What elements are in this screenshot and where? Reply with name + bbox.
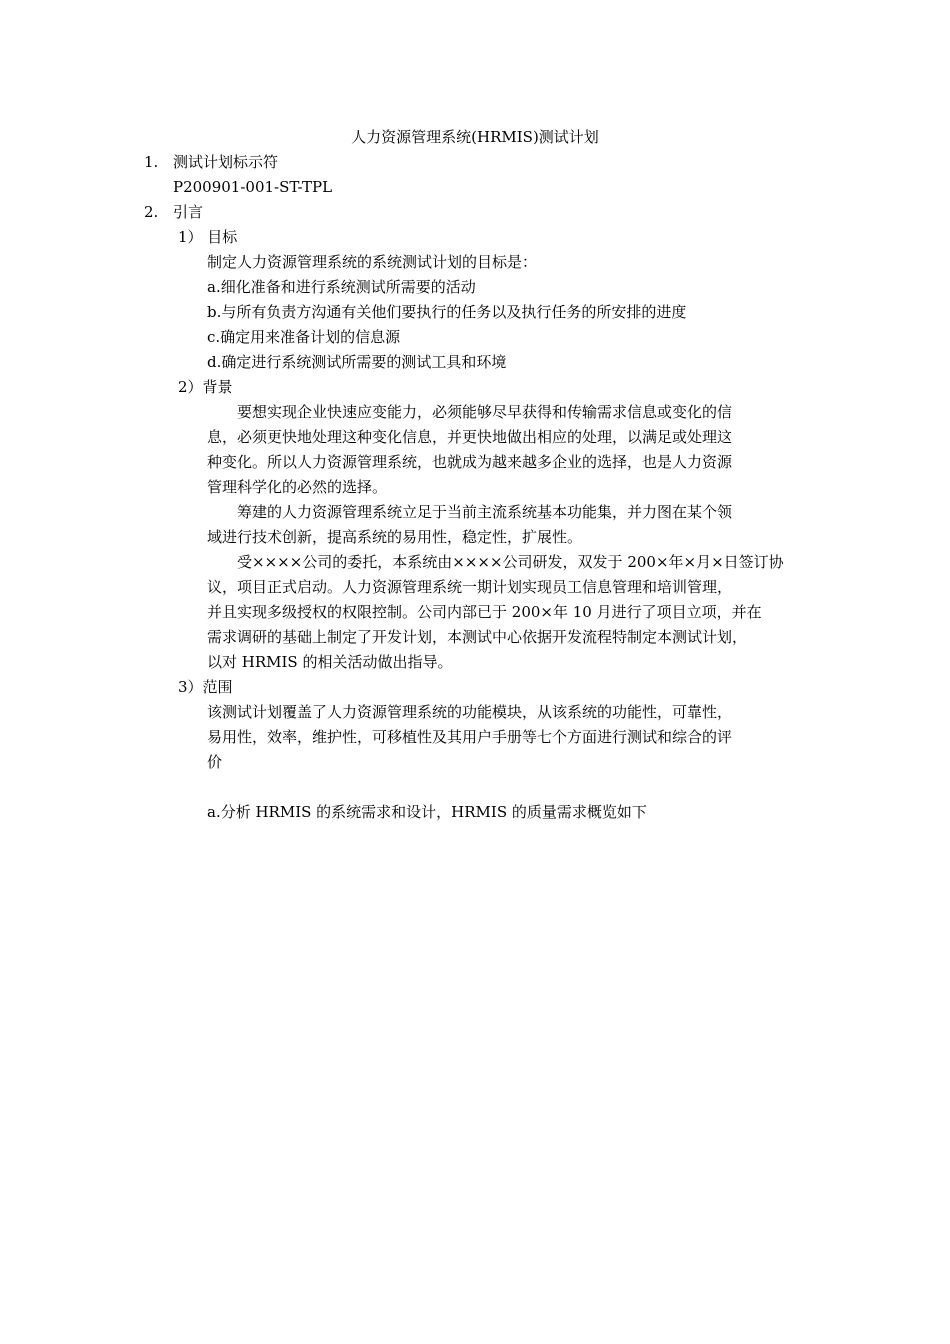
section-2-heading: 引言	[173, 203, 204, 221]
section-1-number: 1.	[144, 153, 159, 171]
background-text-line: 种变化。所以人力资源管理系统，也就成为越来越多企业的选择，也是人力资源	[207, 453, 733, 471]
background-text-line: 要想实现企业快速应变能力，必须能够尽早获得和传输需求信息或变化的信	[237, 403, 733, 421]
scope-text-line: 易用性，效率，维护性，可移植性及其用户手册等七个方面进行测试和综合的评	[207, 728, 733, 746]
background-text-line: 需求调研的基础上制定了开发计划，本测试中心依据开发流程特制定本测试计划，	[207, 628, 748, 646]
goal-item: a.细化准备和进行系统测试所需要的活动	[207, 278, 476, 296]
background-label: 2）背景	[178, 378, 233, 396]
goal-item: b.与所有负责方沟通有关他们要执行的任务以及执行任务的所安排的进度	[207, 303, 687, 321]
background-text-line: 筹建的人力资源管理系统立足于当前主流系统基本功能集，并力图在某个领	[237, 503, 733, 521]
background-text-line: 管理科学化的必然的选择。	[207, 478, 388, 496]
background-text-line: 以对 HRMIS 的相关活动做出指导。	[207, 653, 453, 671]
scope-text-line: 价	[207, 753, 223, 771]
scope-text-line: 该测试计划覆盖了人力资源管理系统的功能模块，从该系统的功能性，可靠性，	[207, 703, 733, 721]
test-plan-identifier: P200901-001-ST-TPL	[173, 178, 333, 196]
section-1-heading: 测试计划标示符	[173, 153, 279, 171]
background-text-line: 受××××公司的委托，本系统由××××公司研发，双发于 200×年×月×日签订协	[237, 553, 784, 571]
scope-analysis-line: a.分析 HRMIS 的系统需求和设计，HRMIS 的质量需求概览如下	[207, 803, 647, 821]
background-text-line: 息，必须更快地处理这种变化信息，并更快地做出相应的处理，以满足或处理这	[207, 428, 733, 446]
scope-label: 3）范围	[178, 678, 233, 696]
goal-label: 1） 目标	[178, 228, 238, 246]
background-text-line: 议，项目正式启动。人力资源管理系统一期计划实现员工信息管理和培训管理，	[207, 578, 733, 596]
document-title: 人力资源管理系统(HRMIS)测试计划	[351, 128, 599, 146]
section-2-number: 2.	[144, 203, 159, 221]
background-text-line: 并且实现多级授权的权限控制。公司内部已于 200×年 10 月进行了项目立项，并在	[207, 603, 762, 621]
goal-intro: 制定人力资源管理系统的系统测试计划的目标是：	[207, 253, 538, 271]
background-text-line: 域进行技术创新，提高系统的易用性，稳定性，扩展性。	[207, 528, 583, 546]
goal-item: c.确定用来准备计划的信息源	[207, 328, 401, 346]
goal-item: d.确定进行系统测试所需要的测试工具和环境	[207, 353, 507, 371]
